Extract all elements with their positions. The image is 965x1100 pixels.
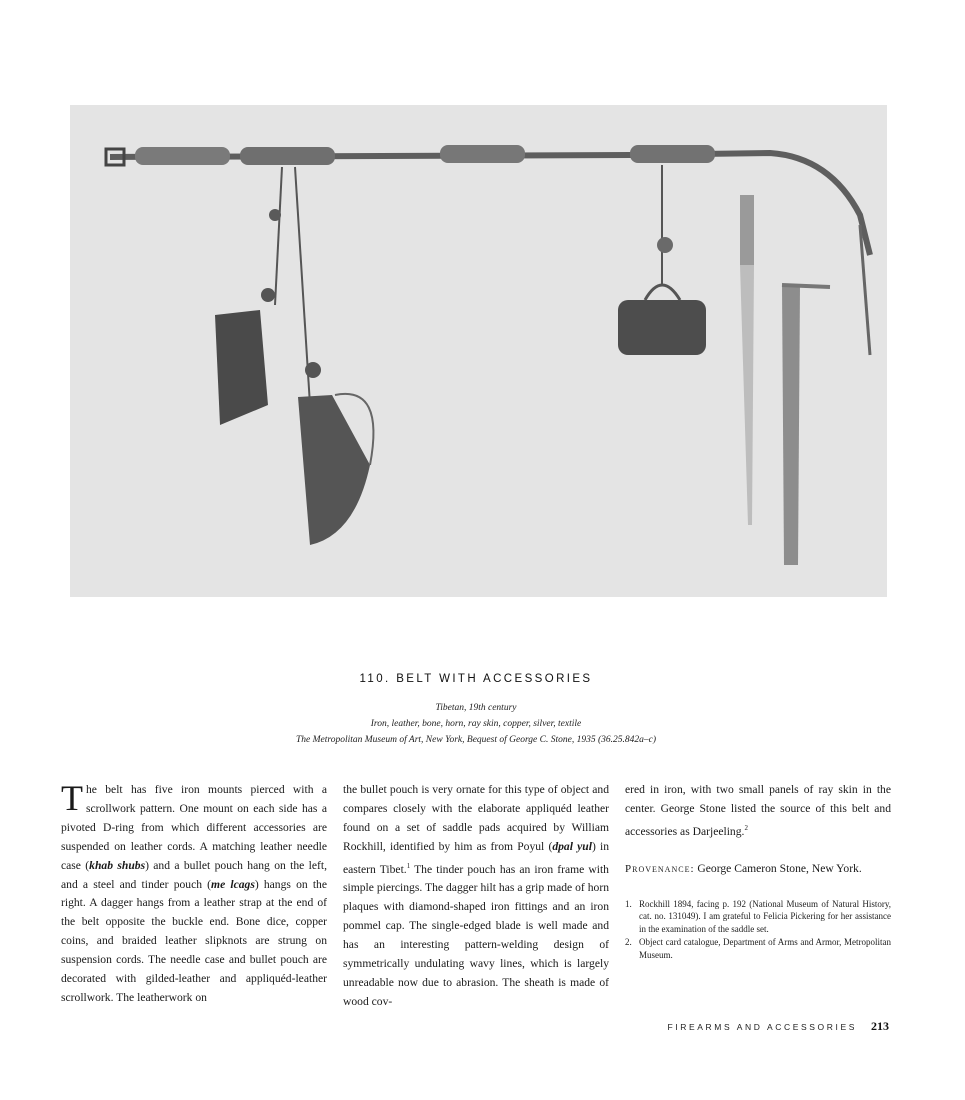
page-number: 213 — [871, 1019, 889, 1033]
materials: Iron, leather, bone, horn, ray skin, copper, silver, textile — [370, 719, 582, 729]
text-run: ) in eastern Tibet. — [343, 839, 610, 876]
body-paragraph — [625, 781, 891, 842]
footnote-number: 1. — [625, 899, 632, 909]
object-photograph — [70, 105, 887, 597]
footnote — [625, 898, 891, 935]
text-run: ) hangs on the right. A dagger hangs from a leather strap at the end of the belt opposite the buckle end. Bone dice, copper coins, and braided leather slipknots are strung on suspension cords. The needle case and bullet pouch are decorated with gilded-leather and appliquéd-leather scrollwork. The leatherwork on — [61, 877, 327, 1004]
footnotes — [625, 898, 891, 962]
body-column-1 — [61, 778, 327, 1008]
footnote-text: Object card catalogue, Department of Arms and Armor, Metropolitan Museum. — [639, 937, 891, 960]
body-paragraph — [61, 778, 327, 1008]
credit-line: The Metropolitan Museum of Art, New York, Bequest of George C. Stone, 1935 (36.25.842a–c) — [295, 735, 656, 745]
running-head: FIREARMS AND ACCESSORIES — [667, 1022, 857, 1032]
entry-title: 110. BELT WITH ACCESSORIES — [359, 673, 593, 685]
footnote-text: Rockhill 1894, facing p. 192 (National Museum of Natural History, cat. no. 131049). I am grateful to Felicia Pickering for her assistance in the examination of the saddle set. — [639, 899, 891, 934]
provenance-label: Provenance: — [625, 862, 695, 875]
footnote-number: 2. — [625, 937, 632, 948]
text-run: he belt has five iron mounts pierced with a scrollwork pattern. One mount on each side has a pivoted D-ring from which different accessories are suspended on leather cords. A matching leather needle case ( — [61, 783, 327, 872]
provenance — [625, 860, 891, 879]
body-paragraph — [343, 781, 609, 1012]
italic-term: khab shubs — [89, 858, 146, 872]
footnote — [625, 936, 891, 961]
drop-cap: T — [61, 778, 83, 818]
text-run: ) and a bullet pouch hang on the left, and a steel and tinder pouch ( — [61, 858, 327, 891]
culture-date: Tibetan, 19th century — [435, 703, 517, 713]
italic-term: dpal yul — [552, 839, 592, 853]
footnote-ref: 2 — [744, 823, 748, 832]
text-run: the bullet pouch is very ornate for this type of object and compares closely with the elaborate appliquéd leather found on a set of saddle pads acquired by William Rockhill, identified by him as from Poyul ( — [343, 783, 609, 853]
footnote-ref: 1 — [406, 861, 411, 870]
body-column-2 — [343, 781, 609, 1012]
body-column-3 — [625, 781, 891, 878]
text-run: The tinder pouch has an iron frame with simple piercings. The dagger hilt has a grip made of horn plaques with diamond-shaped iron fittings and an iron pommel cap. The single-edged blade is well made and has an interesting pattern-welding design of symmetrically undulating wavy lines, which is largely unreadable now due to abrasion. The sheath is made of wood cov- — [343, 862, 609, 1008]
text-run: ered in iron, with two small panels of ray skin in the center. George Stone listed the source of this belt and accessories as Darjeeling. — [625, 783, 891, 838]
belt-photo-illustration — [70, 105, 887, 597]
provenance-text: George Cameron Stone, New York. — [694, 861, 862, 875]
page-footer — [668, 1019, 889, 1034]
italic-term: me lcags — [211, 877, 255, 891]
